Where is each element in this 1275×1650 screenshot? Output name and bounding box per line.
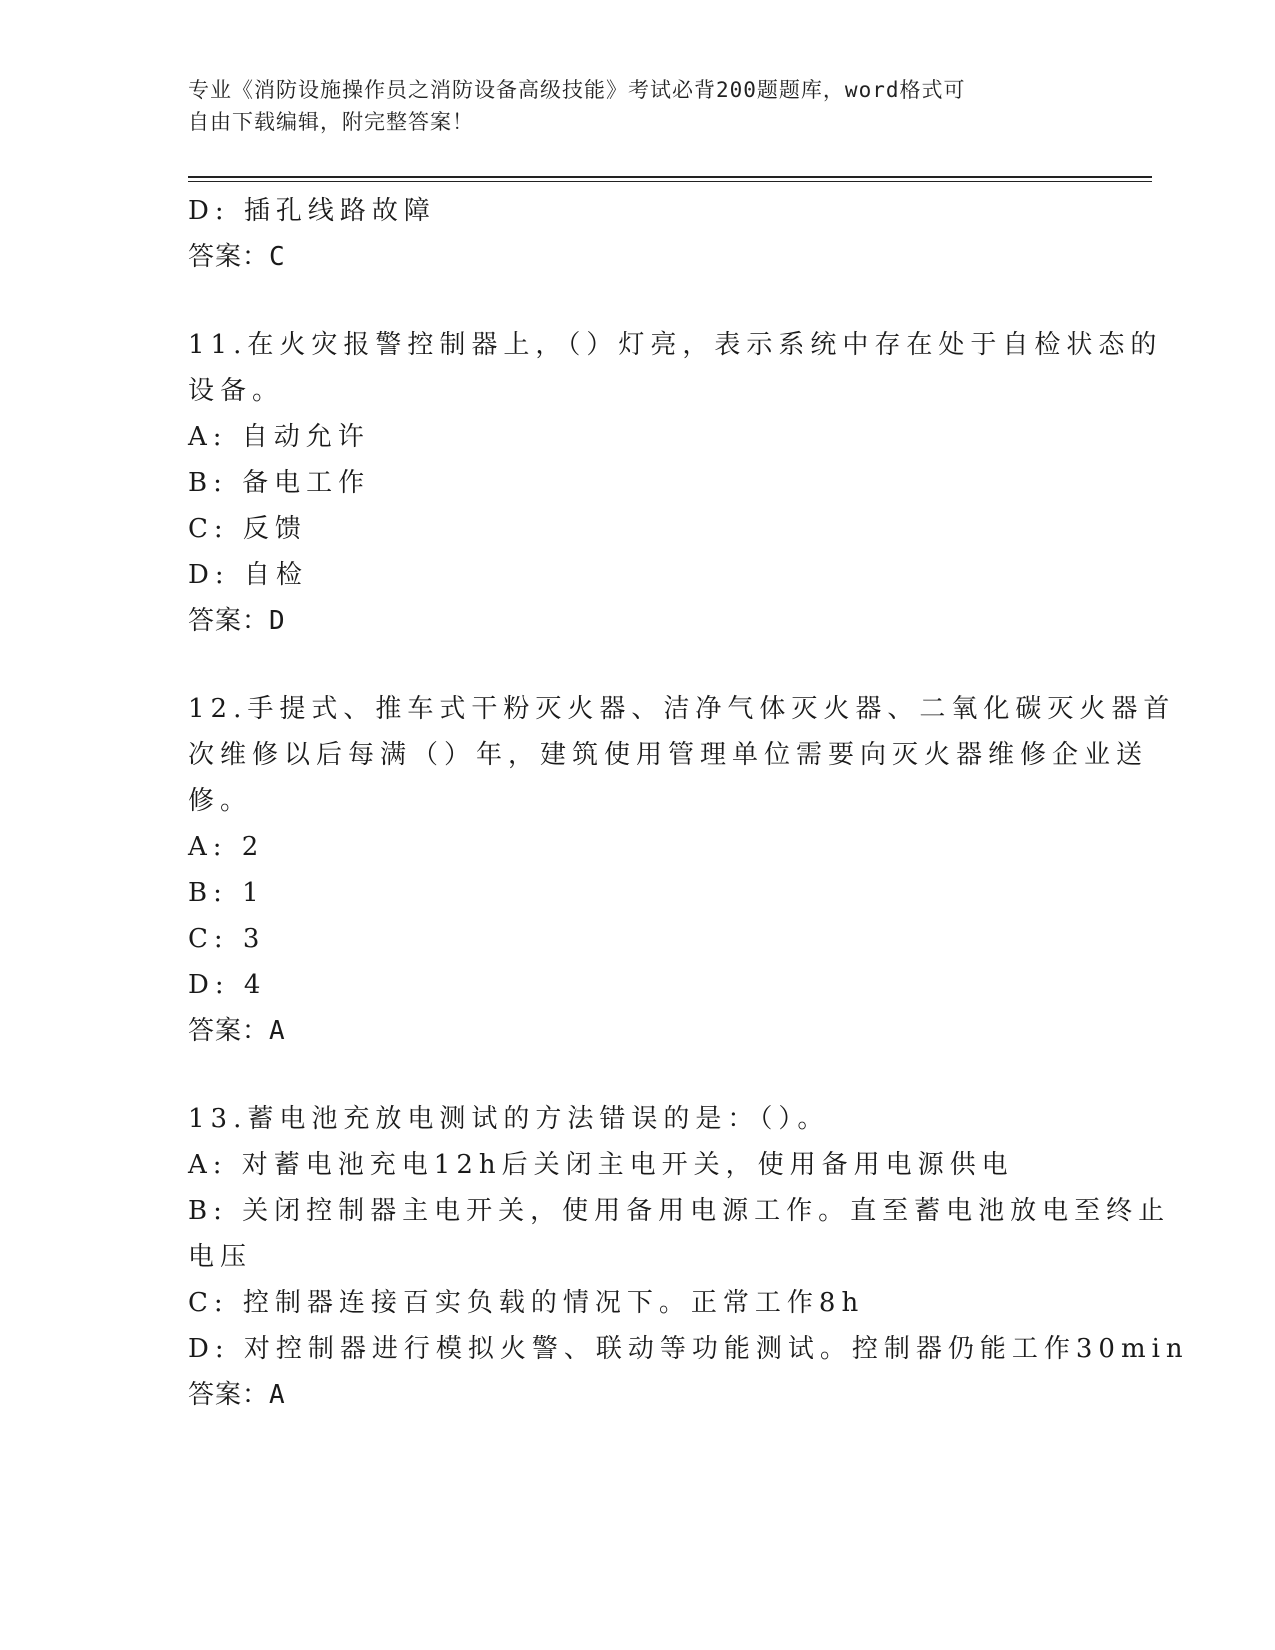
option-a: A: 2	[188, 832, 265, 862]
option-c: C: 控制器连接百实负载的情况下。正常工作8h	[188, 1288, 865, 1318]
option-d: D: 自检	[188, 560, 308, 590]
option-a: A: 对蓄电池充电12h后关闭主电开关，使用备用电源供电	[188, 1150, 1014, 1180]
option-d: D: 4	[188, 970, 267, 1000]
question-list	[188, 188, 1189, 1418]
answer-line: 答案：D	[188, 606, 286, 636]
option-b: B: 关闭控制器主电开关，使用备用电源工作。直至蓄电池放电至终止	[188, 1196, 1171, 1226]
option-d: D: 对控制器进行模拟火警、联动等功能测试。控制器仍能工作30min	[188, 1334, 1189, 1364]
answer-line: 答案：C	[188, 242, 286, 272]
option-c: C: 反馈	[188, 514, 307, 544]
option-c: C: 3	[188, 924, 266, 954]
header-divider-top	[188, 176, 1152, 178]
question-12	[188, 686, 1176, 1054]
header-line-2: 自由下载编辑，附完整答案！	[188, 110, 474, 134]
question-stem: 次维修以后每满（）年，建筑使用管理单位需要向灭火器维修企业送	[188, 740, 1149, 770]
option-b: B: 备电工作	[188, 468, 371, 498]
header-line-1: 专业《消防设施操作员之消防设备高级技能》考试必背200题题库，word格式可	[188, 78, 966, 102]
question-stem: 设备。	[188, 376, 285, 406]
option-b: B: 1	[188, 878, 265, 908]
question-13	[188, 1096, 1189, 1418]
question-stem: 12.手提式、推车式干粉灭火器、洁净气体灭火器、二氧化碳灭火器首	[188, 694, 1176, 724]
header-divider-bottom	[188, 181, 1152, 182]
question-stem: 11.在火灾报警控制器上，（）灯亮，表示系统中存在处于自检状态的	[188, 330, 1163, 360]
option-a: A: 自动允许	[188, 422, 370, 452]
document-header	[188, 74, 1068, 138]
question-11	[188, 322, 1163, 644]
answer-line: 答案：A	[188, 1380, 286, 1410]
answer-line: 答案：A	[188, 1016, 286, 1046]
question-stem: 修。	[188, 786, 253, 816]
question-stem: 13.蓄电池充放电测试的方法错误的是：（）。	[188, 1104, 830, 1134]
option-d: D: 插孔线路故障	[188, 196, 436, 226]
option-b-continued: 电压	[188, 1242, 253, 1272]
